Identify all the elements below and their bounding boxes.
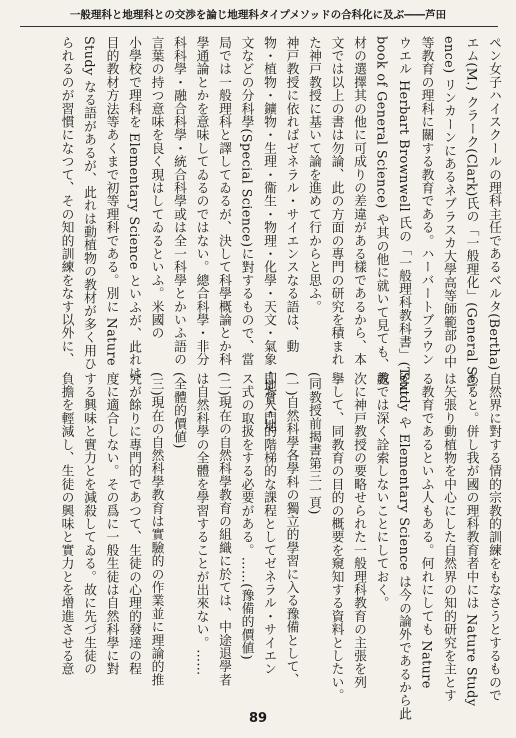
text-line: られるのが習慣になつて、その知的訓練をなす以外に、 (58, 36, 74, 366)
text-line: ウエル Herbart Brownwell 氏の「一般理科教科書」(Text (396, 36, 411, 397)
text-line: 究が餘りに專門的であつて、生徒の心理的發達の程 (126, 372, 141, 676)
text-line: 即ち入門的階梯的な課程としてゼネラル・サイエン (261, 372, 276, 676)
text-line: 次に神戸教授の要略せられた一般理科教育の主張を列 (351, 372, 366, 689)
text-line: 處では深く詮索しないことにしておく。 (373, 372, 389, 610)
text-line: る教育であるといふ人もある。何れにしても Nature (418, 372, 434, 689)
text-line: ペン女子ハイスクールの理科主任であるベルタ(Bertha) (486, 36, 501, 371)
text-line: 負擔を輕減し、生徒の興味と實力とを增進させる意 (58, 372, 74, 676)
text-line: 局では一般理科と譯してゐるが、決して科學概論とか科 (216, 36, 231, 366)
text-line: 材の選擇其の他に可成りの差違がある樣であるから、本 (351, 36, 366, 366)
text-line: ence) リンカーンにあるネブラスカ大學高等師範部の中 (441, 36, 456, 369)
text-line: 物・植物・鑛物・生理・衞生・物理・化學・天文・氣象・地質・地 (261, 36, 276, 432)
text-line: (一)自然科學各學科の獨立的學習に入る豫備として、 (283, 372, 299, 687)
text-line: (同教授前揭書第三一頁) (306, 372, 321, 515)
text-line: (二)現在の自然科學教育の組織に於ては、中途退學者 (216, 372, 231, 687)
text-line: 目的教材方法等あくまで初等理科である。別に Nature (103, 36, 119, 366)
text-line: 科科學・融合科學・統合科學或は全一科學とかいふ語の (171, 36, 186, 366)
text-line: た神戸教授に基いて論を進めて行からと思ふ。 (306, 36, 321, 314)
text-line: 小學校で理科を Elementary Science といふが、此れは (126, 36, 141, 380)
text-line: book of General Science) や其の他に就いて見ても、教 (373, 36, 389, 385)
text-line: Study なる語があるが、此れは動植物の教材が多く用ひ (81, 36, 96, 371)
text-line: 言葉の持つ意味を良く現はしてゐるといふ。米國の (148, 36, 164, 340)
text-line: (三)現在の自然科學教育は實驗的の作業並に理論的推 (148, 372, 164, 687)
running-header: 一般理科と地理科との交渉を論じ地理科タイプメソッドの合科化に及ぶ――芦田 (69, 9, 447, 21)
text-line: Study や Elementary Science は今の論外であるから此 (396, 372, 411, 721)
text-line: 神戸教授に依ればゼネラル・サイエンスなる語は、動 (283, 36, 299, 353)
text-line: 擧して、同教育の目的の概要を窺知する資料としたい。 (328, 372, 344, 702)
text-line: 文では以上の書は勿論、此の方面の專門の研究を積まれ (328, 36, 344, 366)
text-line: 學通論とかを意味してゐるのではない。總合科學・非分 (193, 36, 209, 366)
text-line: エム(M.) クラーク(Clark)氏の「一般理化」(General Sci- (463, 36, 479, 393)
text-line: 文などの分科學(Special Science)に對するもので、當 (238, 36, 254, 367)
text-line: あると。併し我が國の理科教育者中には Nature Study (463, 372, 479, 707)
text-line: (全體的價値) (171, 372, 186, 449)
text-line: は矢張り動植物を中心にした自然界の知的研究を主とす (441, 372, 456, 702)
page-number: 89 (248, 711, 268, 726)
text-line: 自然界に對する情的宗教的訓練をもなさうとするもので (486, 372, 501, 702)
header-rule (20, 26, 498, 27)
text-line: する興味と實力とを減殺してゐる。故に先づ生徒の (81, 372, 96, 676)
text-line: は自然科學の全體を學習することが出來ない。…… (193, 372, 209, 676)
text-line: ス式の取扱をする必要がある。……(豫備的價値) (238, 372, 254, 660)
text-line: 度に適合しない。その爲に一般生徒は自然科學に對 (103, 372, 119, 676)
text-line: 等教育の理科に關する教育である。ハーバートブラウン (418, 36, 434, 366)
